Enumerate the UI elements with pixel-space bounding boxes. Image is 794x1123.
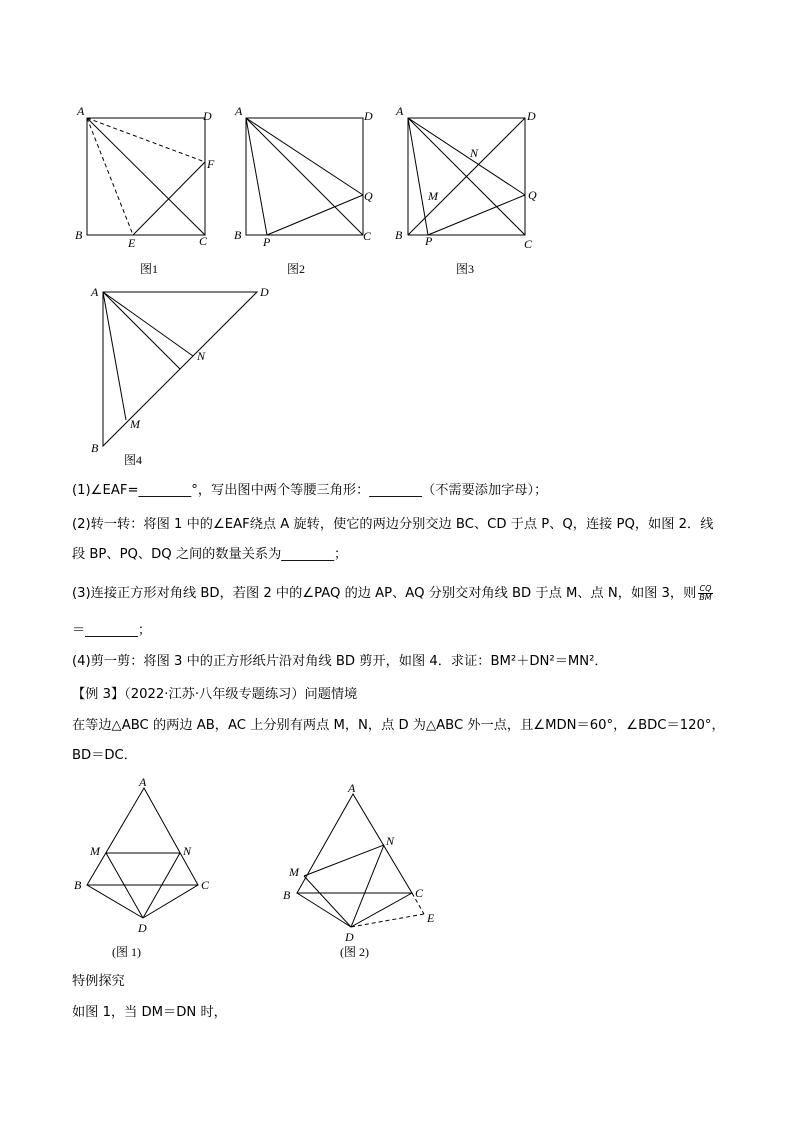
example-3-line-2: BD＝DC． [72, 748, 137, 763]
label-q: Q [528, 188, 537, 202]
label-b: B [91, 441, 99, 455]
example-3-heading: 【例 3】（2022·江苏·八年级专题练习）问题情境 [72, 687, 358, 702]
figure-caption: 图2 [287, 262, 306, 276]
label-n: N [386, 834, 395, 848]
diagonal-ac [87, 118, 205, 235]
figure-caption: 图3 [456, 262, 475, 276]
figure-4-triangle [80, 280, 280, 470]
label-d: D [527, 109, 536, 123]
label-d: D [138, 921, 147, 935]
label-q: Q [364, 189, 373, 203]
label-c: C [363, 229, 372, 243]
question-3-line-2: ＝________； [72, 623, 152, 638]
triangle-abc [87, 788, 198, 885]
special-case-heading: 特例探究 [72, 974, 125, 989]
label-b: B [75, 228, 83, 242]
segment-aq [408, 118, 525, 195]
label-c: C [201, 878, 210, 892]
figure-3-square [390, 100, 550, 280]
label-m: M [428, 189, 438, 203]
label-b: B [283, 888, 291, 902]
label-c: C [524, 237, 533, 251]
label-d: D [203, 109, 212, 123]
label-m: M [289, 865, 299, 879]
case-1-text: 如图 1，当 DM＝DN 时， [72, 1005, 227, 1020]
label-e: E [128, 236, 136, 250]
question-4: (4)剪一剪：将图 3 中的正方形纸片沿对角线 BD 剪开，如图 4．求证：BM²＋DN²＝MN²． [72, 654, 608, 669]
label-a: A [77, 104, 85, 118]
equilateral-figure-2 [275, 770, 445, 965]
label-a: A [139, 775, 147, 789]
label-d: D [364, 109, 373, 123]
figure-caption: (图 1) [112, 945, 141, 959]
label-a: A [396, 104, 404, 118]
figure-2-square [230, 100, 380, 280]
segment-bd [87, 885, 143, 918]
fraction-denominator: BM [699, 592, 712, 602]
segment-nd [351, 845, 384, 927]
segment-cd [143, 885, 198, 918]
label-a: A [235, 104, 243, 118]
label-p: P [425, 234, 433, 248]
label-d: D [260, 285, 269, 299]
label-a: A [91, 285, 99, 299]
figure-caption: 图4 [124, 453, 143, 467]
figure-1-square [70, 100, 230, 280]
label-n: N [470, 146, 479, 160]
dashed-ae [87, 118, 133, 235]
question-2-line-2: 段 BP、PQ、DQ 之间的数量关系为________； [72, 547, 348, 562]
label-m: M [130, 417, 140, 431]
triangle-abc [297, 794, 412, 893]
label-d: D [345, 930, 354, 944]
label-n: N [197, 349, 206, 363]
label-p: P [263, 235, 271, 249]
figure-caption: 图1 [140, 262, 159, 276]
segment-mn [304, 845, 384, 876]
question-2-line-1: (2)转一转：将图 1 中的∠EAF绕点 A 旋转，使它的两边分别交边 BC、CD 于点 P、Q，连接 PQ，如图 2．线 [72, 517, 714, 532]
label-b: B [395, 228, 403, 242]
fraction-cq-bm [698, 585, 712, 602]
fraction-numerator: CQ [699, 583, 712, 593]
label-e: E [427, 911, 435, 925]
question-3-text: (3)连接正方形对角线 BD，若图 2 中的∠PAQ 的边 AP、AQ 分别交对角线 BD 于点 M、点 N，如图 3，则 [72, 586, 697, 601]
equilateral-figure-1 [65, 770, 225, 965]
figure-caption: (图 2) [340, 945, 369, 959]
segment-aq [246, 118, 363, 195]
label-b: B [234, 228, 242, 242]
label-c: C [199, 234, 208, 248]
question-3-line-1 [72, 584, 715, 604]
segment-an [103, 292, 193, 356]
segment-pq [267, 195, 363, 235]
label-c: C [415, 886, 424, 900]
dashed-af [87, 118, 205, 162]
question-1: (1)∠EAF=________°，写出图中两个等腰三角形：________（不需要添加字母）； [72, 483, 548, 498]
label-n: N [183, 844, 192, 858]
example-3-line-1: 在等边△ABC 的两边 AB，AC 上分别有两点 M，N，点 D 为△ABC 外一点，且∠MDN＝60°，∠BDC＝120°， [72, 718, 725, 733]
label-a: A [348, 781, 356, 795]
label-b: B [74, 878, 82, 892]
label-m: M [90, 844, 100, 858]
label-f: F [207, 157, 215, 171]
